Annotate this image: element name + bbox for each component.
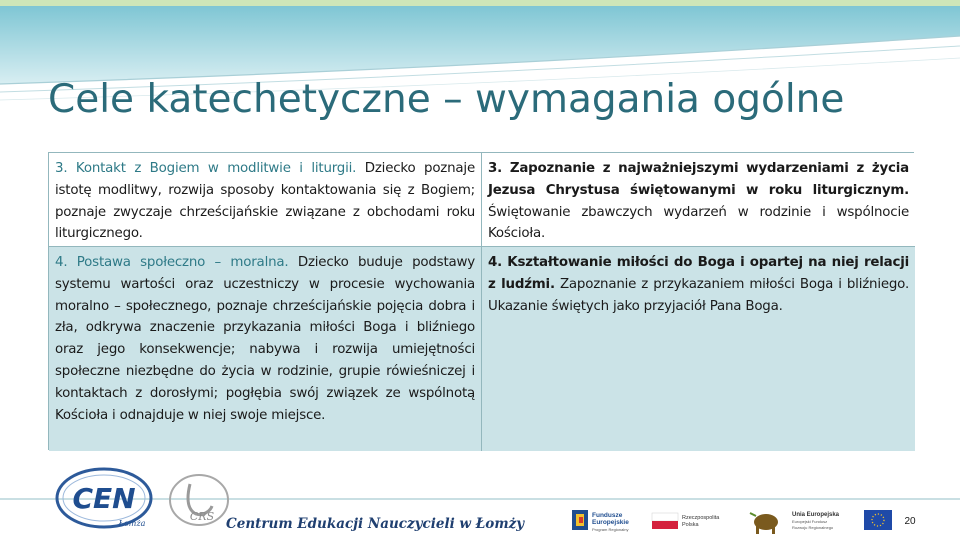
cell-row1-left: [49, 153, 482, 247]
cell-row2-right: [482, 247, 915, 451]
polish-flag-icon: [652, 513, 720, 529]
eu-funding-logos: [570, 504, 896, 538]
eu-logo-3-line1: Unia Europejska: [792, 512, 840, 518]
cen-logo: [54, 464, 158, 534]
cen-logo-text: CEN: [72, 482, 136, 515]
cell-heading: 3. Kontakt z Bogiem w modlitwie i liturgii.: [55, 161, 357, 176]
cell-row1-right: [482, 153, 915, 247]
eu-logo-1-line2: Europejskie: [592, 519, 629, 526]
cell-heading: 3. Zapoznanie z najważniejszymi wydarzeniami z życia Jezusa Chrystusa świętowanymi w roku liturgicznym.: [488, 161, 909, 198]
eu-logo-3-line2: Europejski Fundusz: [792, 519, 828, 524]
eu-logo-2-line2: Polska: [682, 522, 699, 528]
cell-body: Zapoznanie z przykazaniem miłości Boga i bliźniego. Ukazanie świętych jako przyjaciół Pana Boga.: [488, 276, 909, 314]
cen-logo-subtext: Łomża: [118, 519, 146, 528]
eu-logo-3-line3: Rozwoju Regionalnego: [792, 525, 834, 530]
cell-body: Dziecko buduje podstawy systemu wartości oraz uczestniczy w procesie wychowania moralno – społecznego, poznaje chrześcijańskie pojęcia dobra i zła, odkrywa znaczenie przykazania miłości Boga i bliźniego oraz jego konsekwencje; nabywa i rozwija umiejętności społeczne niezbędne do życia w rodzinie, grupie rówieśniczej i kontaktach z dorosłymi; pogłębia swój związek ze wspólnotą Kościoła i odnajduje w niej swoje miejsce.: [55, 255, 475, 423]
cell-row2-left: [49, 247, 482, 451]
crs-logo-text: CRS: [189, 510, 215, 523]
page-number: 20: [904, 516, 916, 527]
cell-body: Świętowanie zbawczych wydarzeń w rodzinie i wspólnocie Kościoła.: [488, 204, 909, 242]
eu-logo-1-line1: Fundusze: [592, 512, 623, 519]
eu-logo-1-line3: Program Regionalny: [592, 527, 629, 532]
cell-heading: 4. Kształtowanie miłości do Boga i opartej na niej relacji z ludźmi.: [488, 255, 909, 292]
footer-organization-name: Centrum Edukacji Nauczycieli w Łomży: [226, 516, 525, 532]
crs-logo: [166, 470, 232, 530]
eu-flag-logo: [792, 510, 892, 530]
eu-logo-2-line1: Rzeczpospolita: [682, 515, 720, 521]
cell-heading: 4. Postawa społeczno – moralna.: [55, 255, 289, 270]
bison-emblem-icon: [750, 513, 778, 534]
cell-body: Dziecko poznaje istotę modlitwy, rozwija sposoby kontaktowania się z Bogiem; poznaje zwyczaje chrześcijańskie związane z obchodami roku liturgicznego.: [55, 161, 475, 242]
slide-title: Cele katechetyczne – wymagania ogólne: [48, 77, 845, 122]
fundusze-europejskie-logo: [572, 510, 629, 532]
requirements-table: [48, 152, 914, 450]
